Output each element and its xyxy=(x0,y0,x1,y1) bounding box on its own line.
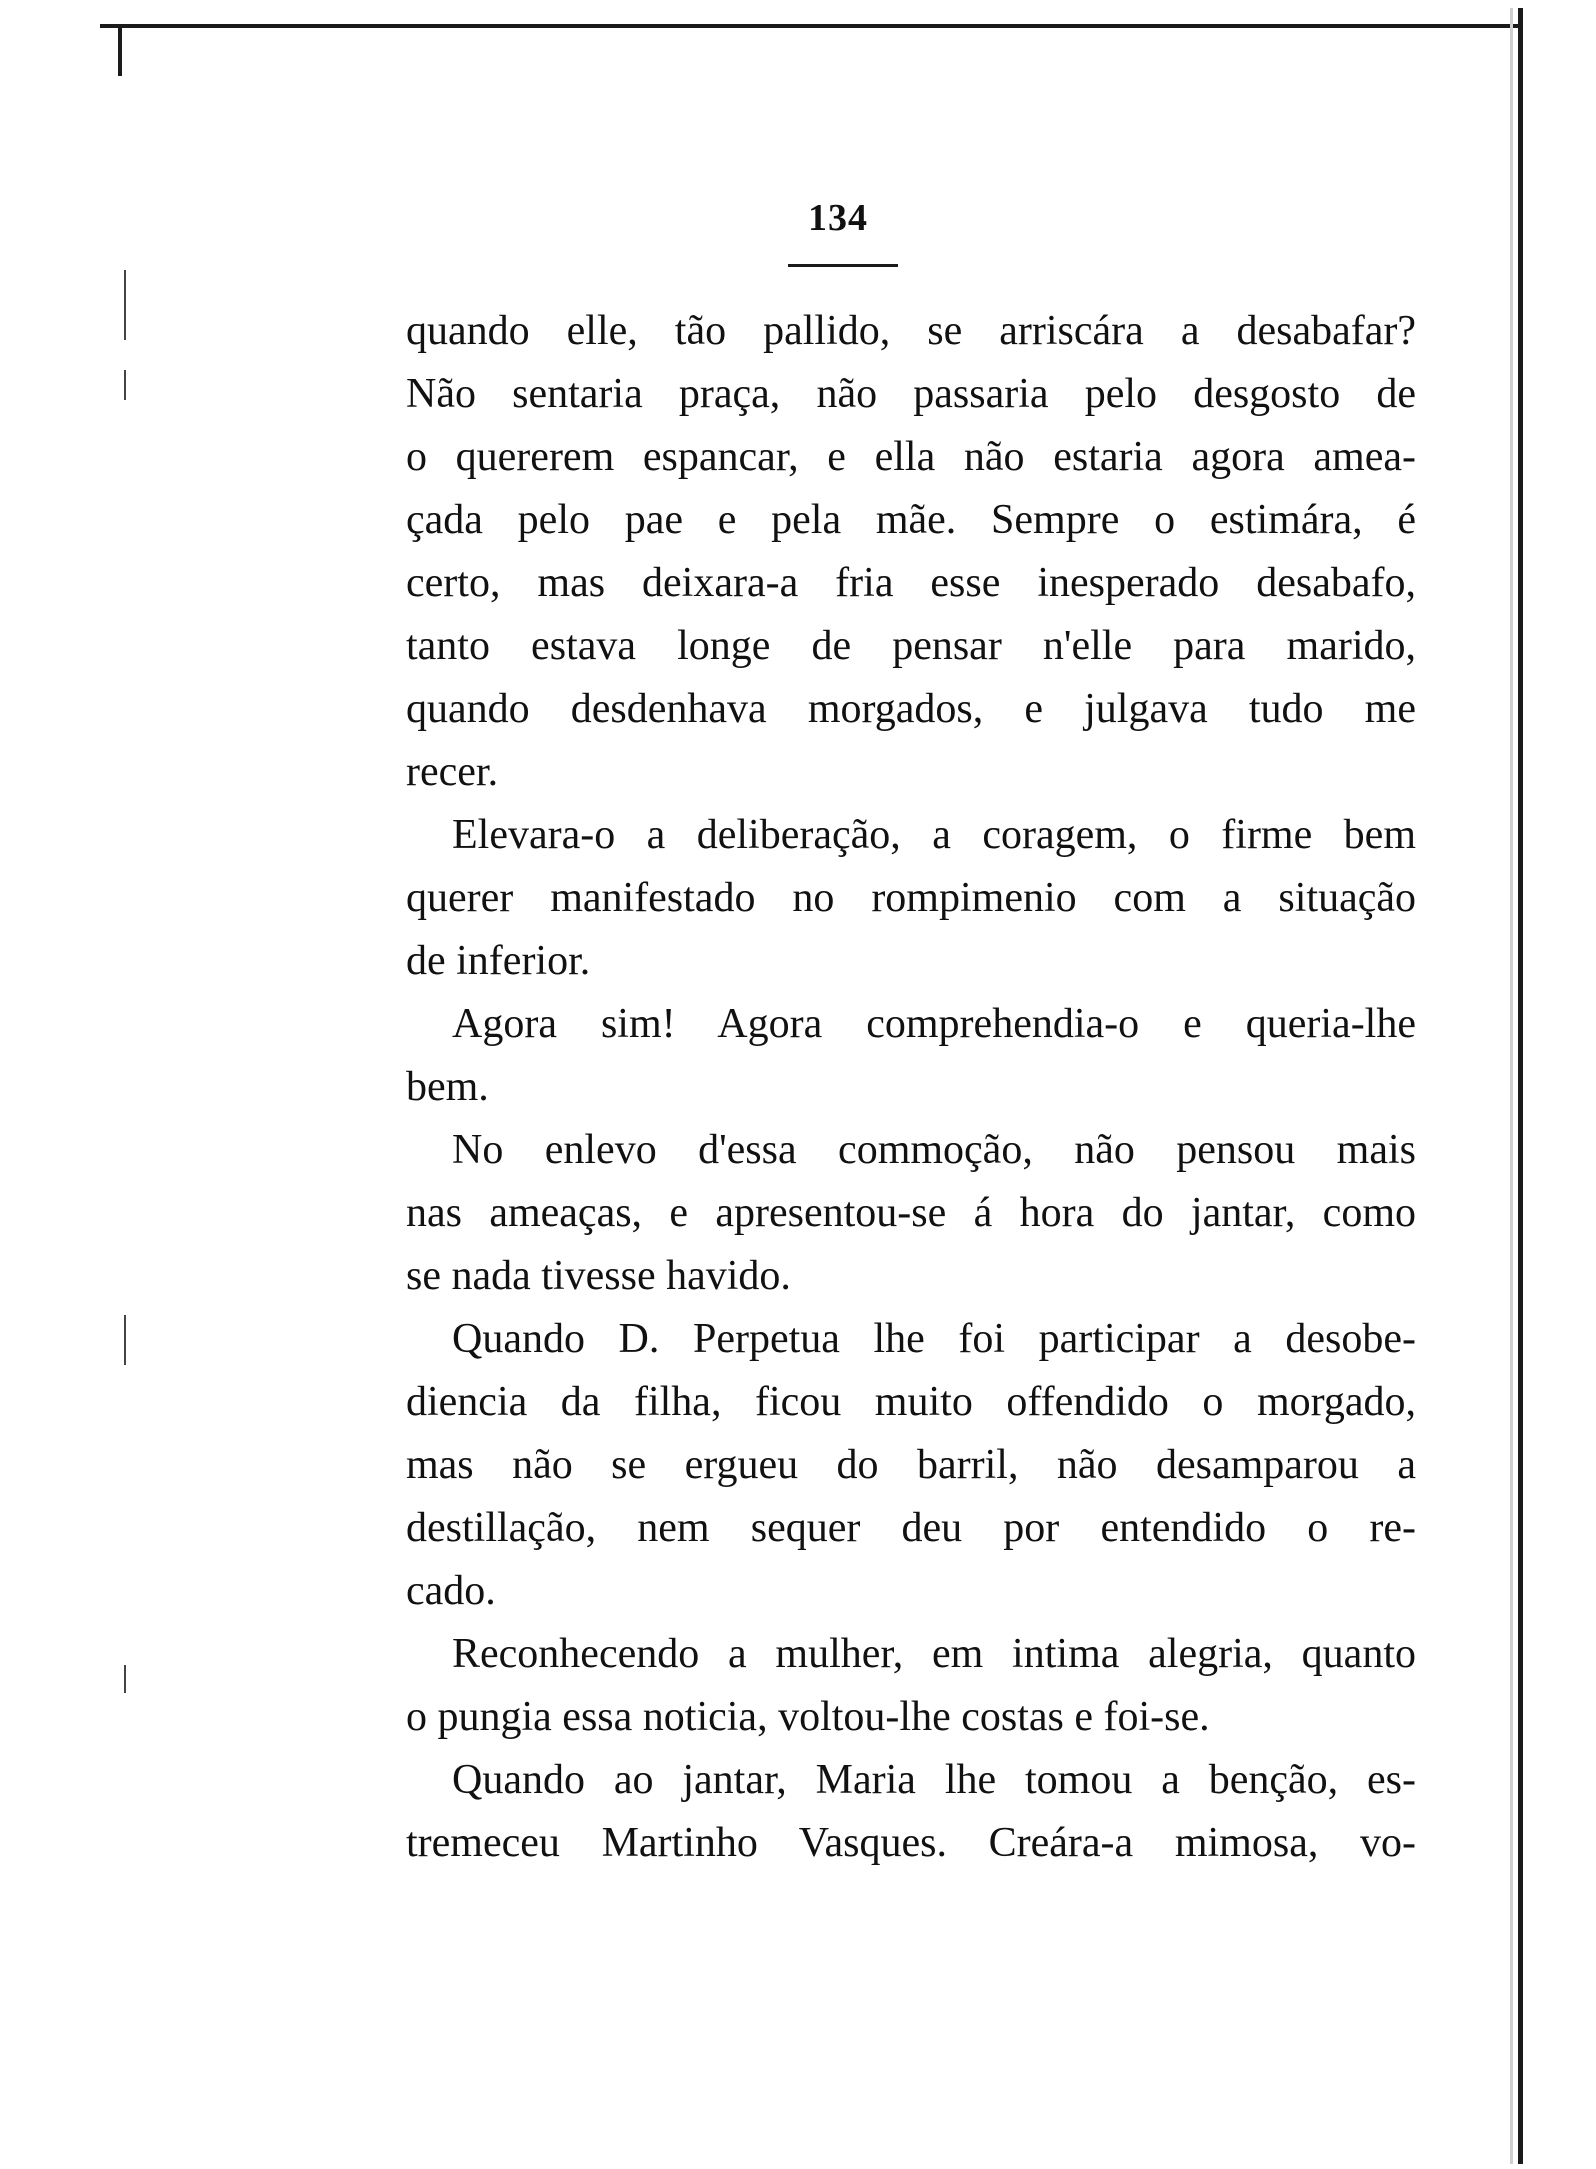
paragraph xyxy=(406,1119,1416,1308)
top-left-corner-mark xyxy=(118,24,122,76)
paragraph xyxy=(406,993,1416,1119)
left-margin-mark xyxy=(124,1665,126,1693)
text-line: bem. xyxy=(406,1064,489,1110)
text-line: Não sentaria praça, não passaria pelo desgosto de xyxy=(406,371,1416,417)
page-number: 134 xyxy=(808,197,868,239)
text-line: diencia da filha, ficou muito offendido o morgado, xyxy=(406,1379,1416,1425)
right-edge-shadow xyxy=(1510,8,1513,2164)
top-border-rule xyxy=(100,24,1520,28)
text-line: se nada tivesse havido. xyxy=(406,1253,791,1299)
paragraph xyxy=(406,804,1416,993)
right-border-rule xyxy=(1518,8,1523,2164)
text-line: quando elle, tão pallido, se arriscára a desabafar? xyxy=(406,308,1416,354)
text-line: tremeceu Martinho Vasques. Creára-a mimosa, vo- xyxy=(406,1820,1416,1866)
text-line: de inferior. xyxy=(406,938,591,984)
text-line: çada pelo pae e pela mãe. Sempre o estimára, é xyxy=(406,497,1416,543)
text-line: Reconhecendo a mulher, em intima alegria, quanto xyxy=(452,1631,1416,1677)
text-line: No enlevo d'essa commoção, não pensou mais xyxy=(452,1127,1416,1173)
text-line: destillação, nem sequer deu por entendido o re- xyxy=(406,1505,1416,1551)
text-line: Agora sim! Agora comprehendia-o e queria-lhe xyxy=(452,1001,1416,1047)
paragraph xyxy=(406,300,1416,804)
text-line: cado. xyxy=(406,1568,496,1614)
left-margin-mark xyxy=(124,370,126,400)
body-text xyxy=(406,300,1416,1875)
paragraph xyxy=(406,1308,1416,1623)
text-line: Quando ao jantar, Maria lhe tomou a benção, es- xyxy=(452,1757,1416,1803)
left-margin-mark xyxy=(124,270,126,340)
paragraph xyxy=(406,1749,1416,1875)
text-line: Quando D. Perpetua lhe foi participar a desobe- xyxy=(452,1316,1416,1362)
text-line: recer. xyxy=(406,749,499,795)
page-number-rule xyxy=(788,264,898,267)
text-line: mas não se ergueu do barril, não desamparou a xyxy=(406,1442,1416,1488)
text-line: nas ameaças, e apresentou-se á hora do jantar, como xyxy=(406,1190,1416,1236)
text-line: o quererem espancar, e ella não estaria agora amea- xyxy=(406,434,1416,480)
paragraph xyxy=(406,1623,1416,1749)
text-line: certo, mas deixara-a fria esse inesperado desabafo, xyxy=(406,560,1416,606)
text-line: o pungia essa noticia, voltou-lhe costas e foi-se. xyxy=(406,1694,1210,1740)
text-line: quando desdenhava morgados, e julgava tudo me xyxy=(406,686,1416,732)
text-line: tanto estava longe de pensar n'elle para marido, xyxy=(406,623,1416,669)
text-line: querer manifestado no rompimenio com a situação xyxy=(406,875,1416,921)
left-margin-mark xyxy=(124,1315,126,1365)
text-line: Elevara-o a deliberação, a coragem, o firme bem xyxy=(452,812,1416,858)
